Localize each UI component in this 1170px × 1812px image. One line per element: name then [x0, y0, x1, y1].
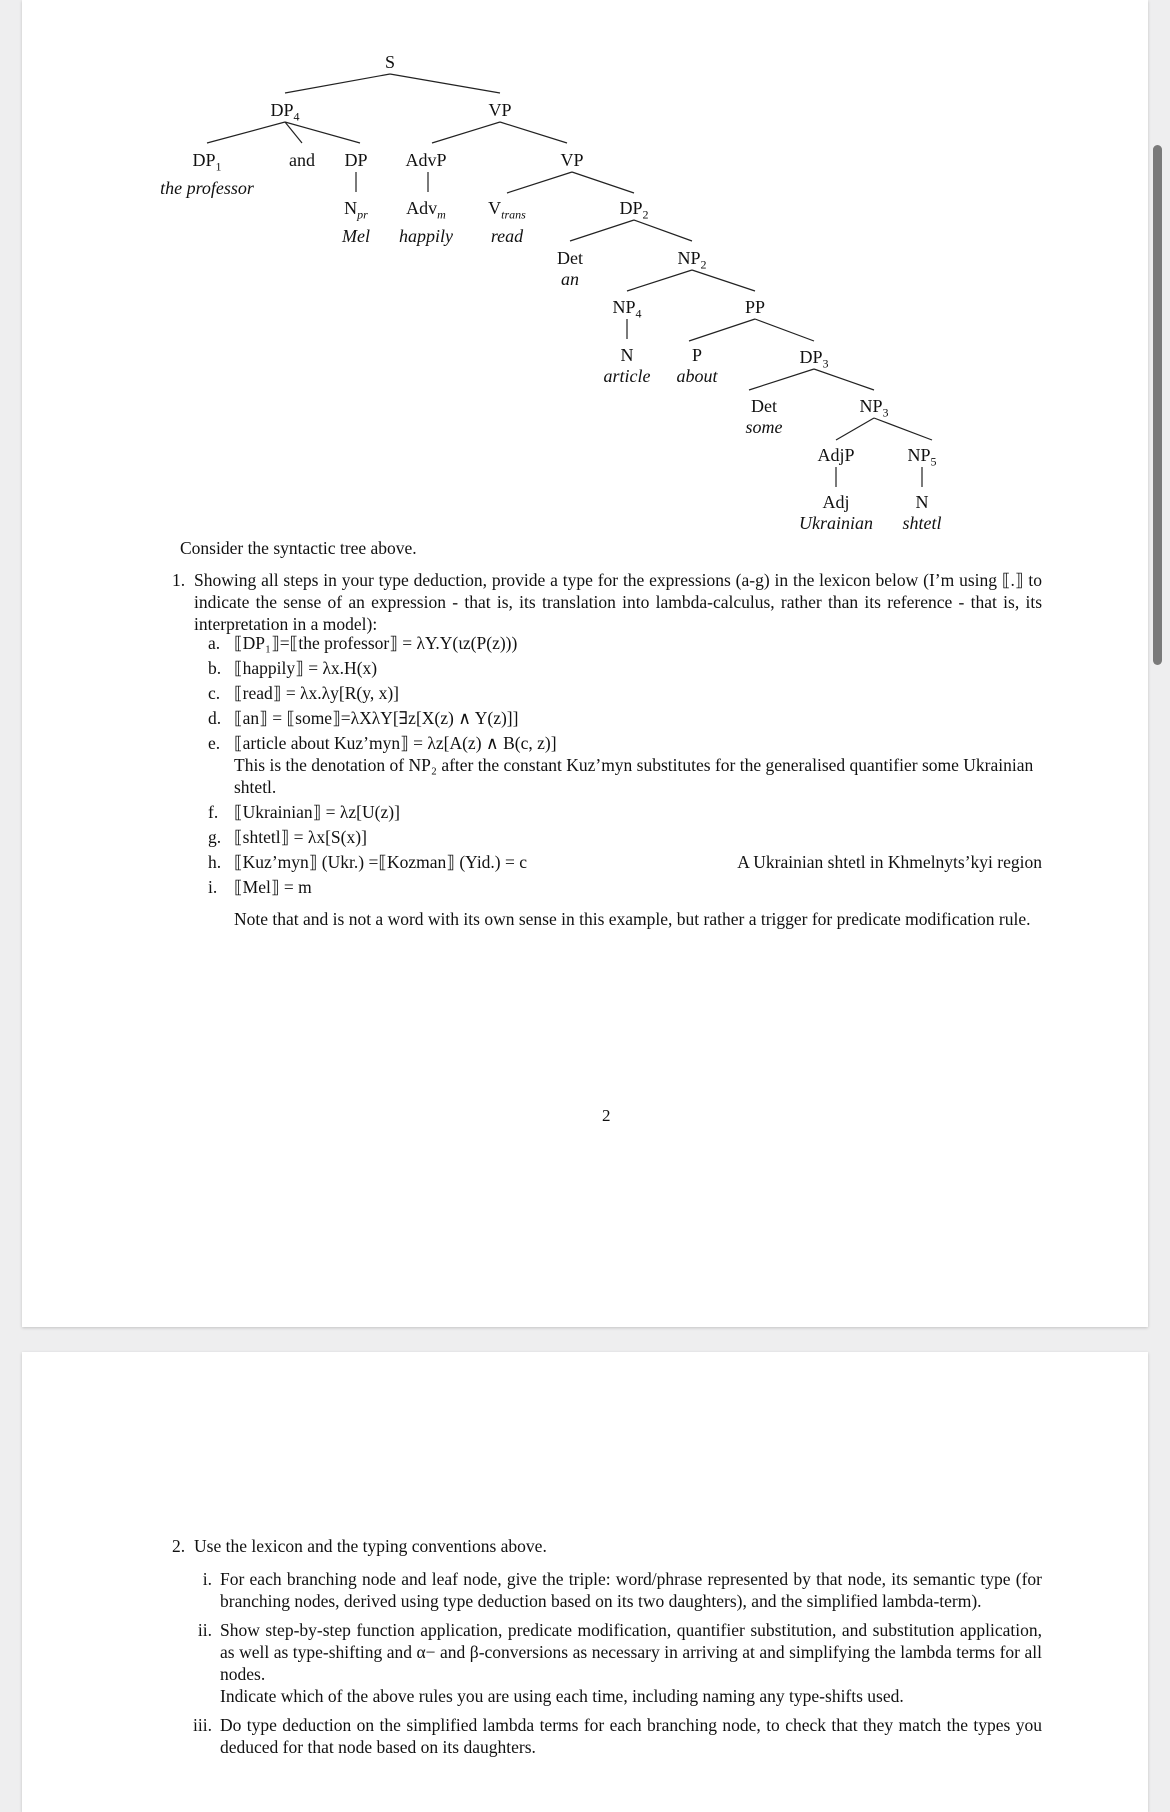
- lexicon-item-h-note: A Ukrainian shtetl in Khmelnyts’kyi region: [737, 852, 1042, 872]
- question-1: [172, 569, 1042, 635]
- node-Adj: Adj Ukrainian: [799, 492, 873, 533]
- lexicon-item-h: h. ⟦Kuz’myn⟧ (Ukr.) =⟦Kozman⟧ (Yid.) = c A Ukrainian shtetl in Khmelnyts’kyi region: [208, 852, 1042, 872]
- question-2-number: 2.: [172, 1536, 186, 1556]
- node-NP4: $NP_4$: [612, 297, 642, 321]
- branch: [507, 172, 572, 193]
- syntax-tree-branches: [22, 0, 1148, 620]
- node-N-article: N article: [603, 345, 651, 386]
- node-S: S: [384, 52, 396, 72]
- lexicon-item-g: g. ⟦shtetl⟧ = λx[S(x)]: [208, 827, 367, 847]
- node-NP5: $NP_5$: [907, 445, 937, 469]
- intro-text: Consider the syntactic tree above.: [180, 538, 417, 558]
- q2-item-i: i. For each branching node and leaf node, give the triple: word/phrase represented by that node, its semantic type (for branching nodes, derived using type deduction based on its two daughters), and the simplified lambda-term).: [202, 1569, 1042, 1611]
- branch: [755, 319, 814, 341]
- node-Advm: Adv$_m$ happily: [399, 198, 453, 246]
- node-PP: PP: [744, 297, 766, 317]
- node-DP: DP: [344, 150, 368, 170]
- lexicon-item-i: i. ⟦Mel⟧ = m: [208, 877, 312, 897]
- lexicon-item-f: f. ⟦Ukrainian⟧ = λz[U(z)]: [208, 802, 400, 822]
- question-1-text: Showing all steps in your type deduction, provide a type for the expressions (a-g) in the lexicon below (I’m using ⟦.⟧ to indicate the sense of an expression - that is, its translation into lambda-calculus, rather than its reference - that is, its interpretation in a model):: [194, 570, 1042, 634]
- lexicon-item-e: e. ⟦article about Kuz’myn⟧ = λz[A(z) ∧ B(c, z)]: [208, 733, 557, 753]
- lexicon-list: [208, 632, 1042, 930]
- node-VP-mid: VP: [560, 150, 584, 170]
- node-NP2: $NP_2$: [677, 248, 707, 272]
- branch: [689, 319, 755, 341]
- lexicon-item-c: c. ⟦read⟧ = λx.λy[R(y, x)]: [208, 683, 400, 703]
- node-N-shtetl: N shtetl: [902, 492, 942, 533]
- branch: [390, 74, 500, 93]
- branch: [432, 122, 500, 143]
- node-DP4: $DP_4$: [270, 100, 300, 124]
- question-2-text: Use the lexicon and the typing conventions above.: [194, 1536, 547, 1556]
- lexicon-item-b: b. ⟦happily⟧ = λx.H(x): [208, 658, 378, 678]
- page-number: 2: [602, 1106, 611, 1125]
- q2-item-ii: ii. Show step-by-step function application, predicate modification, quantifier substitution, and substitution application, as well as type-shifting and α− and β-conversions as necessary in arriving at and simplifying the lambda terms for all nodes.: [197, 1620, 1042, 1684]
- node-NP3: $NP_3$: [859, 396, 889, 420]
- node-Npr: $N_{pr}$ Mel: [342, 198, 370, 246]
- node-AdjP: AdjP: [817, 445, 855, 465]
- node-VP-top: VP: [488, 100, 512, 120]
- q2-item-ii-note: Indicate which of the above rules you are using each time, including naming any type-shifts used.: [220, 1686, 904, 1706]
- node-AdvP: AdvP: [405, 150, 447, 170]
- node-P-about: P about: [676, 345, 718, 386]
- lexicon-item-a: a. ⟦DP₁⟧=⟦the professor⟧ = λY.Y(ιz(P(z))): [208, 633, 518, 653]
- lexicon-item-e-note: This is the denotation of NP₂ after the constant Kuz’myn substitutes for the generalised quantifier some Ukrainian shtetl.: [234, 755, 1034, 797]
- node-DP2: $DP_2$: [619, 198, 649, 222]
- branch: [572, 172, 634, 193]
- page-2: [22, 1352, 1148, 1812]
- branch: [500, 122, 567, 143]
- and-note: Note that and is not a word with its own sense in this example, but rather a trigger for predicate modification rule.: [234, 909, 1031, 929]
- node-DP3: $DP_3$: [799, 347, 829, 371]
- scrollbar[interactable]: [1153, 145, 1162, 665]
- node-Det-some: Det some: [745, 396, 783, 437]
- node-Det-an: Det an: [557, 248, 583, 289]
- question-2: [172, 1535, 1042, 1557]
- node-Vtrans: $V_{trans}$ read: [488, 198, 526, 246]
- node-DP1: $DP_1$ the professor: [160, 150, 254, 198]
- lexicon-item-d: d. ⟦an⟧ = ⟦some⟧=λXλY[∃z[X(z) ∧ Y(z)]]: [208, 708, 519, 728]
- question-2-list: [172, 1568, 1042, 1758]
- page-1: [22, 0, 1148, 1327]
- question-1-number: 1.: [172, 570, 186, 590]
- branch: [285, 74, 390, 93]
- q2-item-iii: iii. Do type deduction on the simplified lambda terms for each branching node, to check that they match the types you deduced for that node based on its daughters.: [193, 1715, 1042, 1757]
- node-and: and: [289, 150, 315, 170]
